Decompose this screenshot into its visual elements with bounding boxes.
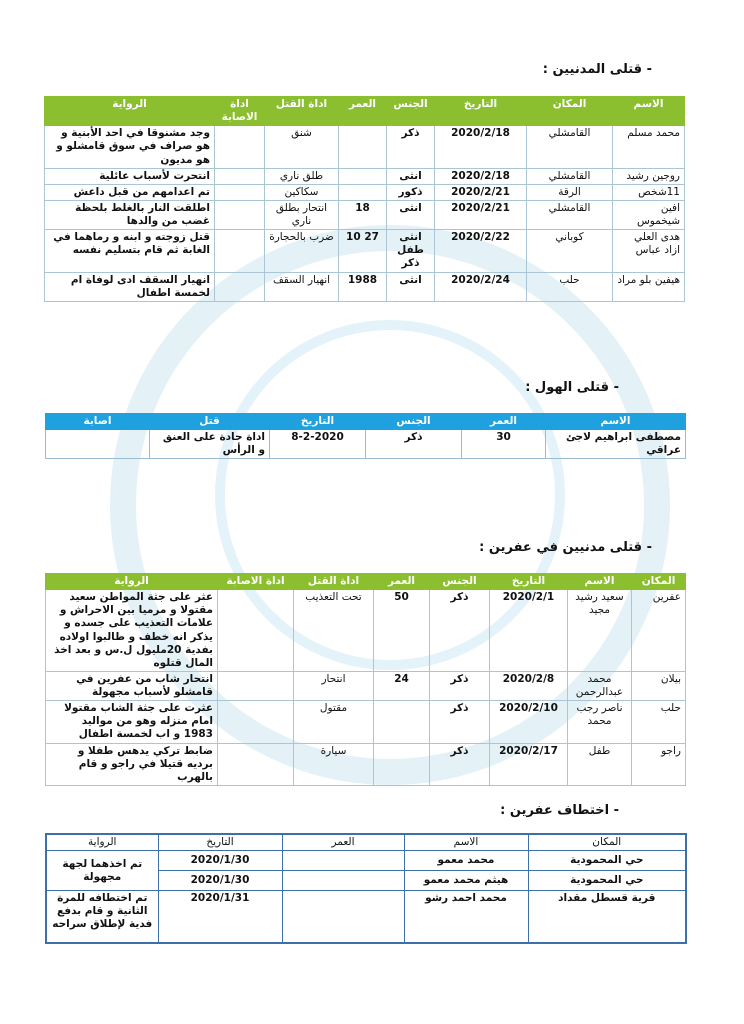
- cell-name: محمد احمد رشو: [404, 891, 528, 943]
- cell-date: 2020/2/17: [490, 743, 568, 785]
- cell-place: حي المحمودية: [528, 871, 686, 891]
- hol-header-row: [46, 414, 686, 430]
- table-row: [46, 430, 686, 459]
- cell-date: 2020/1/30: [158, 851, 282, 871]
- table-row: [46, 743, 686, 785]
- cell-narrative: قتل زوجته و ابنه و رماهما في الغابة ثم قام بتسليم نفسه: [45, 230, 215, 272]
- cell-age: [374, 701, 430, 743]
- cell-place: قرية قسطل مقداد: [528, 891, 686, 943]
- table-row: [46, 891, 686, 943]
- cell-date: 2020/1/30: [158, 871, 282, 891]
- header-cell: اصابة: [46, 414, 150, 430]
- cell-age: 50: [374, 590, 430, 672]
- table-row: [45, 168, 685, 184]
- cell-injury-tool: [218, 671, 294, 700]
- table-row: [45, 230, 685, 272]
- cell-injury-tool: [215, 230, 265, 272]
- cell-narrative: انتحرت لأسباب عائلية: [45, 168, 215, 184]
- header-cell: التاريخ: [435, 97, 527, 126]
- cell-date: 2020/2/21: [435, 200, 527, 229]
- header-cell: الاسم: [613, 97, 685, 126]
- cell-place: راجو: [632, 743, 686, 785]
- header-cell: اداة الاصابة: [215, 97, 265, 126]
- cell-narrative: ضابط تركي يدهس طفلا و برديه قتيلا في راجو و قام بالهرب: [46, 743, 218, 785]
- header-cell: العمر: [339, 97, 387, 126]
- header-cell: اداة القتل: [265, 97, 339, 126]
- cell-name: محمد مسلم: [613, 126, 685, 168]
- cell-narrative: تم اخذهما لجهة مجهولة: [46, 851, 158, 891]
- cell-name: هدى العلي ازاد عباس: [613, 230, 685, 272]
- table-row: [45, 126, 685, 168]
- cell-place: القامشلي: [527, 168, 613, 184]
- cell-name: سعيد رشيد مجيد: [568, 590, 632, 672]
- cell-place: الرقة: [527, 184, 613, 200]
- cell-gender: ذكر: [366, 430, 462, 459]
- header-cell: الاسم: [404, 834, 528, 851]
- cell-date: 2020/1/31: [158, 891, 282, 943]
- cell-date: 2020/2/10: [490, 701, 568, 743]
- cell-kill-tool: تحت التعذيب: [294, 590, 374, 672]
- header-cell: الجنس: [387, 97, 435, 126]
- cell-killed: اداة حادة على العنق و الرأس: [150, 430, 270, 459]
- cell-date: 2020/2/21: [435, 184, 527, 200]
- cell-narrative: عثرت على جثة الشاب مقتولا امام منزله وهو من مواليد 1983 و اب لخمسة اطفال: [46, 701, 218, 743]
- cell-narrative: انهيار السقف ادى لوفاة ام لخمسة اطفال: [45, 272, 215, 301]
- cell-name: ناصر رجب محمد: [568, 701, 632, 743]
- table-row: [46, 671, 686, 700]
- cell-kill-tool: طلق ناري: [265, 168, 339, 184]
- table-row: [45, 272, 685, 301]
- table-row: [46, 851, 686, 871]
- civilians-table: [44, 96, 685, 302]
- cell-age: 27 10: [339, 230, 387, 272]
- header-cell: العمر: [282, 834, 404, 851]
- kidnap-header-row: [46, 834, 686, 851]
- cell-place: القامشلي: [527, 126, 613, 168]
- cell-name: محمد عبدالرحمن: [568, 671, 632, 700]
- cell-gender: ذكر: [430, 590, 490, 672]
- cell-injury-tool: [215, 126, 265, 168]
- header-cell: قتل: [150, 414, 270, 430]
- cell-narrative: اطلقت النار بالغلط بلحظة غضب من والدها: [45, 200, 215, 229]
- cell-age: 24: [374, 671, 430, 700]
- cell-kill-tool: شنق: [265, 126, 339, 168]
- afrin-table: [45, 573, 686, 786]
- header-cell: الجنس: [430, 574, 490, 590]
- cell-injury-tool: [215, 272, 265, 301]
- header-cell: الرواية: [46, 574, 218, 590]
- cell-date: 2020/2/24: [435, 272, 527, 301]
- header-cell: العمر: [374, 574, 430, 590]
- cell-gender: انثى طفل ذكر: [387, 230, 435, 272]
- cell-age: 30: [462, 430, 546, 459]
- cell-name: هيفين بلو مراد: [613, 272, 685, 301]
- cell-kill-tool: سكاكين: [265, 184, 339, 200]
- cell-name: هيثم محمد معمو: [404, 871, 528, 891]
- hol-table: [45, 413, 686, 459]
- cell-kill-tool: انهيار السقف: [265, 272, 339, 301]
- civilians-header-row: [45, 97, 685, 126]
- cell-gender: ذكر: [430, 743, 490, 785]
- cell-injury-tool: [215, 168, 265, 184]
- cell-name: مصطفى ابراهيم لاجئ عراقي: [546, 430, 686, 459]
- section-title-civilians: - قتلى المدنيين :: [542, 62, 652, 77]
- cell-place: حي المحمودية: [528, 851, 686, 871]
- cell-date: 2020/2/8: [490, 671, 568, 700]
- header-cell: التاريخ: [270, 414, 366, 430]
- cell-gender: ذكور: [387, 184, 435, 200]
- cell-age: [374, 743, 430, 785]
- cell-date: 2020/2/22: [435, 230, 527, 272]
- header-cell: التاريخ: [158, 834, 282, 851]
- cell-place: حلب: [632, 701, 686, 743]
- cell-name: طفل: [568, 743, 632, 785]
- header-cell: الرواية: [45, 97, 215, 126]
- cell-injury-tool: [218, 701, 294, 743]
- cell-narrative: تم اعدامهم من قبل داعش: [45, 184, 215, 200]
- header-cell: اداة القتل: [294, 574, 374, 590]
- cell-injury-tool: [218, 590, 294, 672]
- cell-name: 11شخص: [613, 184, 685, 200]
- section-title-hol: - قتلى الهول :: [525, 380, 619, 395]
- cell-narrative: وجد مشنوقا في احد الأبنية و هو صراف في سوق قامشلو و هو مديون: [45, 126, 215, 168]
- cell-gender: ذكر: [430, 701, 490, 743]
- cell-place: عفرين: [632, 590, 686, 672]
- header-cell: اداة الاصابة: [218, 574, 294, 590]
- cell-place: كوباني: [527, 230, 613, 272]
- cell-kill-tool: ضرب بالحجارة: [265, 230, 339, 272]
- header-cell: الجنس: [366, 414, 462, 430]
- cell-kill-tool: انتحار: [294, 671, 374, 700]
- cell-age: [339, 126, 387, 168]
- header-cell: المكان: [632, 574, 686, 590]
- cell-injury: [46, 430, 150, 459]
- header-cell: التاريخ: [490, 574, 568, 590]
- cell-kill-tool: انتحار بطلق ناري: [265, 200, 339, 229]
- cell-age: [282, 851, 404, 871]
- header-cell: الاسم: [546, 414, 686, 430]
- cell-narrative: انتحار شاب من عفرين في قامشلو لأسباب مجهولة: [46, 671, 218, 700]
- cell-injury-tool: [218, 743, 294, 785]
- cell-age: [282, 891, 404, 943]
- header-cell: الاسم: [568, 574, 632, 590]
- cell-narrative: تم اختطافه للمرة الثانية و قام بدفع فدية لإطلاق سراحه: [46, 891, 158, 943]
- kidnap-table: [45, 833, 687, 944]
- afrin-header-row: [46, 574, 686, 590]
- cell-age: [282, 871, 404, 891]
- cell-place: القامشلي: [527, 200, 613, 229]
- header-cell: المكان: [528, 834, 686, 851]
- table-row: [45, 200, 685, 229]
- cell-gender: انثى: [387, 168, 435, 184]
- cell-injury-tool: [215, 184, 265, 200]
- cell-gender: انثى: [387, 200, 435, 229]
- cell-kill-tool: مقتول: [294, 701, 374, 743]
- header-cell: العمر: [462, 414, 546, 430]
- cell-age: [339, 184, 387, 200]
- cell-name: روجين رشيد: [613, 168, 685, 184]
- cell-place: حلب: [527, 272, 613, 301]
- cell-name: محمد معمو: [404, 851, 528, 871]
- cell-age: [339, 168, 387, 184]
- cell-date: 2020/2/18: [435, 168, 527, 184]
- cell-kill-tool: سيارة: [294, 743, 374, 785]
- cell-narrative: عثر على جثة المواطن سعيد مقتولا و مرميا بين الاحراش و علامات التعذيب على جسده و يذكر انه خطف و طالبوا اولاده بفدية 20مليول ل.س و بعد اخذ المال قتلوه: [46, 590, 218, 672]
- header-cell: الرواية: [46, 834, 158, 851]
- cell-injury-tool: [215, 200, 265, 229]
- table-row: [46, 590, 686, 672]
- cell-date: 2020/2/18: [435, 126, 527, 168]
- header-cell: المكان: [527, 97, 613, 126]
- cell-date: 2020/2/1: [490, 590, 568, 672]
- cell-gender: ذكر: [430, 671, 490, 700]
- cell-name: افين شيخموس: [613, 200, 685, 229]
- cell-gender: ذكر: [387, 126, 435, 168]
- cell-gender: انثى: [387, 272, 435, 301]
- cell-age: 1988: [339, 272, 387, 301]
- table-row: [46, 701, 686, 743]
- cell-date: 8-2-2020: [270, 430, 366, 459]
- cell-age: 18: [339, 200, 387, 229]
- section-title-afrin: - قتلى مدنيين في عفرين :: [479, 540, 652, 555]
- section-title-kidnap: - اختطاف عفرين :: [500, 803, 619, 818]
- table-row: [45, 184, 685, 200]
- cell-place: بيلان: [632, 671, 686, 700]
